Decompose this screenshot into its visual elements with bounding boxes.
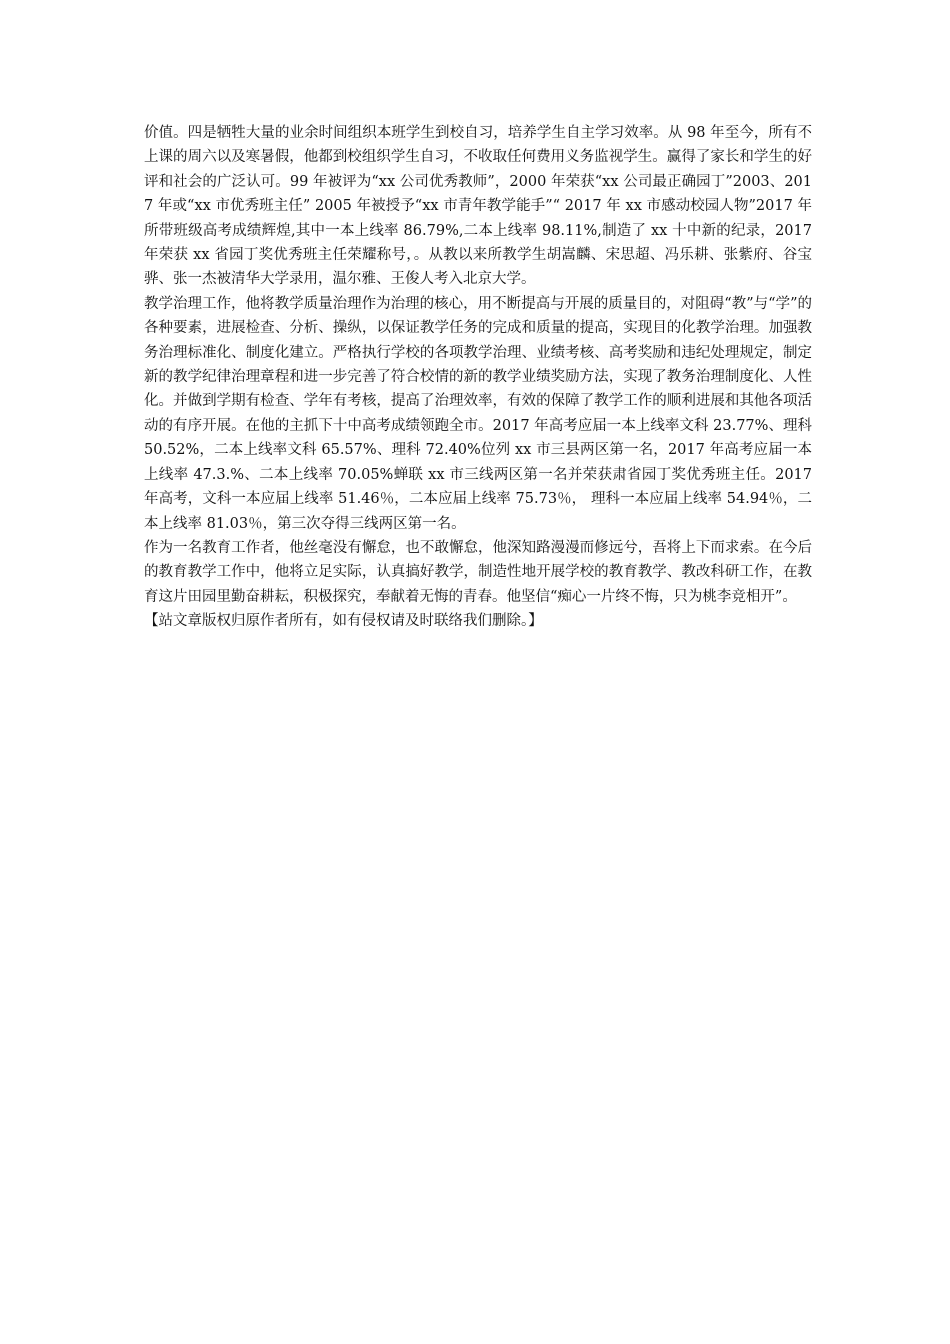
copyright-notice: 【站文章版权归原作者所有，如有侵权请及时联络我们删除。】 — [144, 613, 543, 630]
document-page — [144, 121, 812, 634]
paragraph-teaching-achievements: 价值。四是牺牲大量的业余时间组织本班学生到校自习，培养学生自主学习效率。从 98 年至今，所有不上课的周六以及寒暑假，他都到校组织学生自习，不收取任何费用义务监视学生。赢得了家长和学生的好评和社会的广泛认可。99 年被评为“xx 公司优秀教师”，2000 年荣获“xx 公司最正确园丁”2003、2017 年或“xx 市优秀班主任” 2005 年被授予“xx 市青年教学能手”“ 2017 年 xx 市感动校园人物”2017 年所带班级高考成绩辉煌,其中一本上线率 86.79%,二本上线率 98.11%,制造了 xx 十中新的纪录，2017 年荣获 xx 省园丁奖优秀班主任荣耀称号，。从教以来所教学生胡嵩麟、宋思超、冯乐耕、张紫府、谷宝骅、张一杰被清华大学录用，温尔雅、王俊人考入北京大学。 — [144, 125, 812, 288]
paragraph-future-commitment: 作为一名教育工作者，他丝毫没有懈怠，也不敢懈怠，他深知路漫漫而修远兮，吾将上下而求索。在今后的教育教学工作中，他将立足实际，认真搞好教学，制造性地开展学校的教育教学、教改科研工作，在教育这片田园里勤奋耕耘，积极探究，奉献着无悔的青春。他坚信“痴心一片终不悔，只为桃李竞相开”。 — [144, 539, 812, 605]
paragraph-teaching-management: 教学治理工作，他将教学质量治理作为治理的核心，用不断提高与开展的质量目的，对阻碍“教”与“学”的各种要素，进展检查、分析、操纵，以保证教学任务的完成和质量的提高，实现目的化教学治理。加强教务治理标准化、制度化建立。严格执行学校的各项教学治理、业绩考核、高考奖励和违纪处理规定，制定新的教学纪律治理章程和进一步完善了符合校情的新的教学业绩奖励方法，实现了教务治理制度化、人性化。并做到学期有检查、学年有考核，提高了治理效率，有效的保障了教学工作的顺利进展和其他各项活动的有序开展。在他的主抓下十中高考成绩领跑全市。2017 年高考应届一本上线率文科 23.77%、理科 50.52%，二本上线率文科 65.57%、理科 72.40%位列 xx 市三县两区第一名，2017 年高考应届一本上线率 47.3.%、二本上线率 70.05%蝉联 xx 市三线两区第一名并荣获肃省园丁奖优秀班主任。2017 年高考，文科一本应届上线率 51.46％，二本应届上线率 75.73％， 理科一本应届上线率 54.94％，二本上线率 81.03％，第三次夺得三线两区第一名。 — [144, 295, 812, 532]
